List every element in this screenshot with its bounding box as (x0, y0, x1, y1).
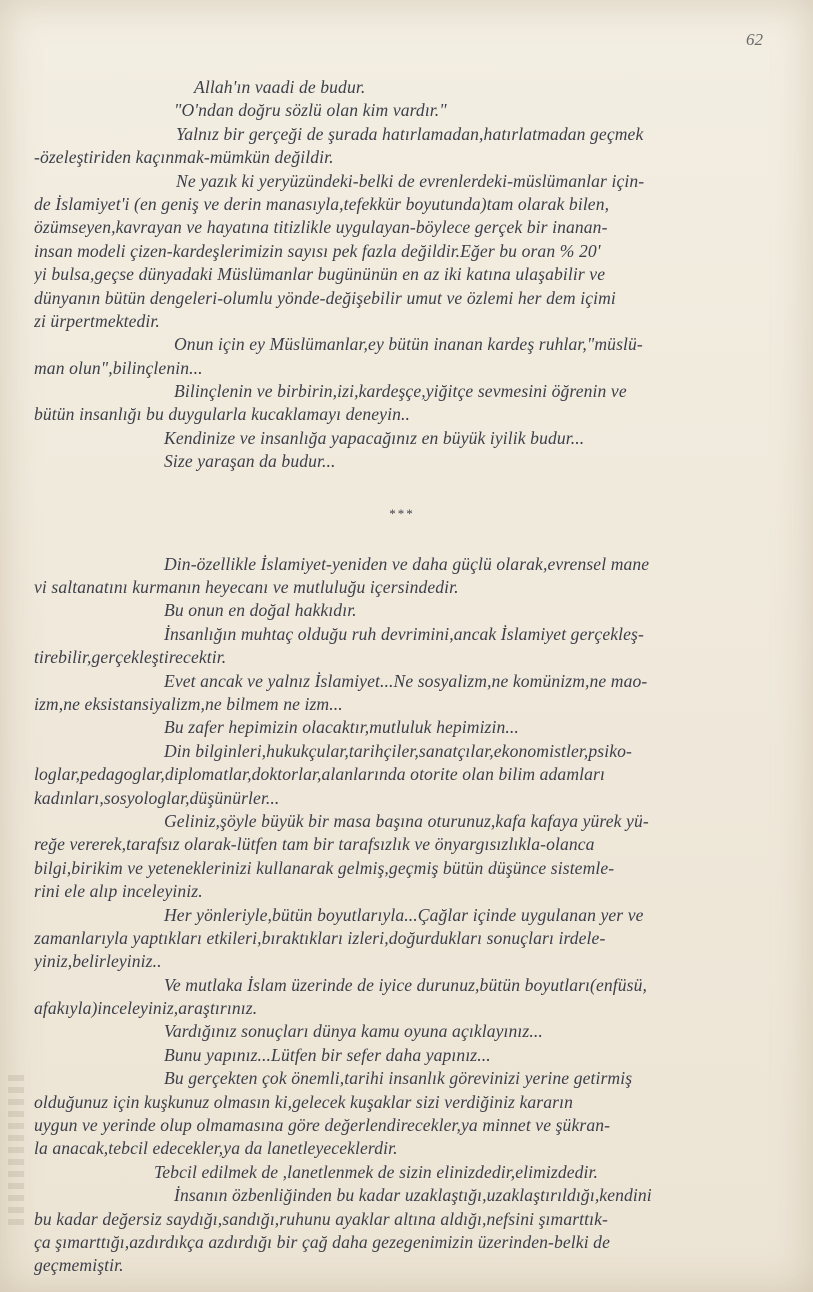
text-line: Onun için ey Müslümanlar,ey bütün inanan kardeş ruhlar,"müslü- (174, 334, 643, 355)
text-line: rini ele alıp inceleyiniz. (34, 881, 203, 902)
text-line: İnsanın özbenliğinden bu kadar uzaklaştığı,uzaklaştırıldığı,kendini (174, 1185, 652, 1206)
text-line: Tebcil edilmek de ,lanetlenmek de sizin elinizdedir,elimizdedir. (154, 1161, 599, 1182)
text-line: Evet ancak ve yalnız İslamiyet...Ne sosyalizm,ne komünizm,ne mao- (164, 670, 648, 691)
text-line: tirebilir,gerçekleştirecektir. (34, 647, 227, 668)
text-line: dünyanın bütün dengeleri-olumlu yönde-değişebilir umut ve özlemi her dem içimi (34, 287, 616, 308)
text-line: Size yaraşan da budur... (164, 451, 336, 472)
text-line: "O'ndan doğru sözlü olan kim vardır." (174, 100, 447, 121)
text-line: de İslamiyet'i (en geniş ve derin manasıyla,tefekkür boyutunda)tam olarak bilen, (34, 193, 610, 214)
section-gap (34, 474, 770, 502)
text-line: Geliniz,şöyle büyük bir masa başına oturunuz,kafa kafaya yürek yü- (164, 810, 649, 831)
text-line: Her yönleriyle,bütün boyutlarıyla...Çağlar içinde uygulanan yer ve (164, 904, 644, 925)
text-line: İnsanlığın muhtaç olduğu ruh devrimini,ancak İslamiyet gerçekleş- (164, 623, 644, 644)
text-line: reğe vererek,tarafsız olarak-lütfen tam bir tarafsızlık ve önyargısızlıkla-olanca (34, 834, 595, 855)
text-line: bu kadar değersiz saydığı,sandığı,ruhunu ayaklar altına aldığı,nefsini şımarttık- (34, 1208, 609, 1229)
text-line: bütün insanlığı bu duygularla kucaklamayı deneyin.. (34, 404, 410, 425)
page-number: 62 (746, 30, 763, 49)
text-line: geçmemiştir. (34, 1255, 124, 1276)
text-line: Allah'ın vaadi de budur. (194, 77, 366, 97)
text-line: Ve mutlaka İslam üzerinde de iyice durunuz,bütün boyutları(enfüsü, (164, 974, 648, 995)
text-line: Bu gerçekten çok önemli,tarihi insanlık görevinizi yerine getirmiş (164, 1068, 633, 1089)
paragraph-block-2 (34, 553, 770, 1278)
text-line: man olun",bilinçlenin... (34, 357, 203, 378)
section-gap (34, 525, 770, 553)
text-line: Vardığınız sonuçları dünya kamu oyuna açıklayınız... (164, 1021, 543, 1042)
text-line: izm,ne eksistansiyalizm,ne bilmem ne izm... (34, 693, 343, 714)
text-line: yiniz,belirleyiniz.. (34, 951, 162, 972)
text-line: Bu zafer hepimizin olacaktır,mutluluk hepimizin... (164, 717, 519, 738)
text-line: özümseyen,kavrayan ve hayatına titizlikle uygulayan-böylece gerçek bir inanan- (34, 217, 608, 238)
text-line: uygun ve yerinde olup olmamasına göre değerlendirecekler,ya minnet ve şükran- (34, 1115, 611, 1136)
margin-stamp-mark (8, 1075, 24, 1225)
text-line: Kendinize ve insanlığa yapacağınız en büyük iyilik budur... (164, 427, 585, 448)
text-line: zamanlarıyla yaptıkları etkileri,bıraktıkları izleri,doğurdukları sonuçları irdele- (34, 927, 606, 948)
text-line: Bu onun en doğal hakkıdır. (164, 600, 357, 621)
text-line: la anacak,tebcil edecekler,ya da lanetleyeceklerdir. (34, 1138, 398, 1159)
text-line: Bunu yapınız...Lütfen bir sefer daha yapınız... (164, 1044, 491, 1065)
text-line: Ne yazık ki yeryüzündeki-belki de evrenlerdeki-müslümanlar için- (176, 170, 645, 191)
section-separator: *** (389, 505, 415, 521)
text-line: loglar,pedagoglar,diplomatlar,doktorlar,alanlarında otorite olan bilim adamları (34, 764, 605, 785)
text-line: zi ürpertmektedir. (34, 310, 160, 331)
text-line: afakıyla)inceleyiniz,araştırınız. (34, 998, 258, 1019)
text-line: insan modeli çizen-kardeşlerimizin sayısı pek fazla değildir.Eğer bu oran % 20' (34, 240, 601, 261)
body-text (34, 76, 770, 1278)
paragraph-block-1 (34, 76, 770, 474)
text-line: Bilinçlenin ve birbirin,izi,kardeşçe,yiğitçe sevmesini öğrenin ve (174, 381, 627, 402)
text-line: vi saltanatını kurmanın heyecanı ve mutluluğu içersindedir. (34, 577, 459, 598)
text-line: kadınları,sosyologlar,düşünürler... (34, 787, 280, 808)
text-line: olduğunuz için kuşkunuz olmasın ki,gelecek kuşaklar sizi verdiğiniz kararın (34, 1091, 573, 1112)
text-line: Din bilginleri,hukukçular,tarihçiler,sanatçılar,ekonomistler,psiko- (164, 740, 632, 761)
text-line: -özeleştiriden kaçınmak-mümkün değildir. (34, 147, 334, 168)
text-line: yi bulsa,geçse dünyadaki Müslümanlar bugününün en az iki katına ulaşabilir ve (34, 264, 606, 285)
text-line: bilgi,birikim ve yeteneklerinizi kullanarak gelmiş,geçmiş bütün düşünce sistemle- (34, 857, 615, 878)
text-line: ça şımarttığı,azdırdıkça azdırdığı bir çağ daha gezegenimizin üzerinden-belki de (34, 1231, 610, 1252)
text-line: Yalnız bir gerçeği de şurada hatırlamadan,hatırlatmadan geçmek (176, 123, 644, 144)
text-line: Din-özellikle İslamiyet-yeniden ve daha güçlü olarak,evrensel mane (164, 553, 650, 574)
